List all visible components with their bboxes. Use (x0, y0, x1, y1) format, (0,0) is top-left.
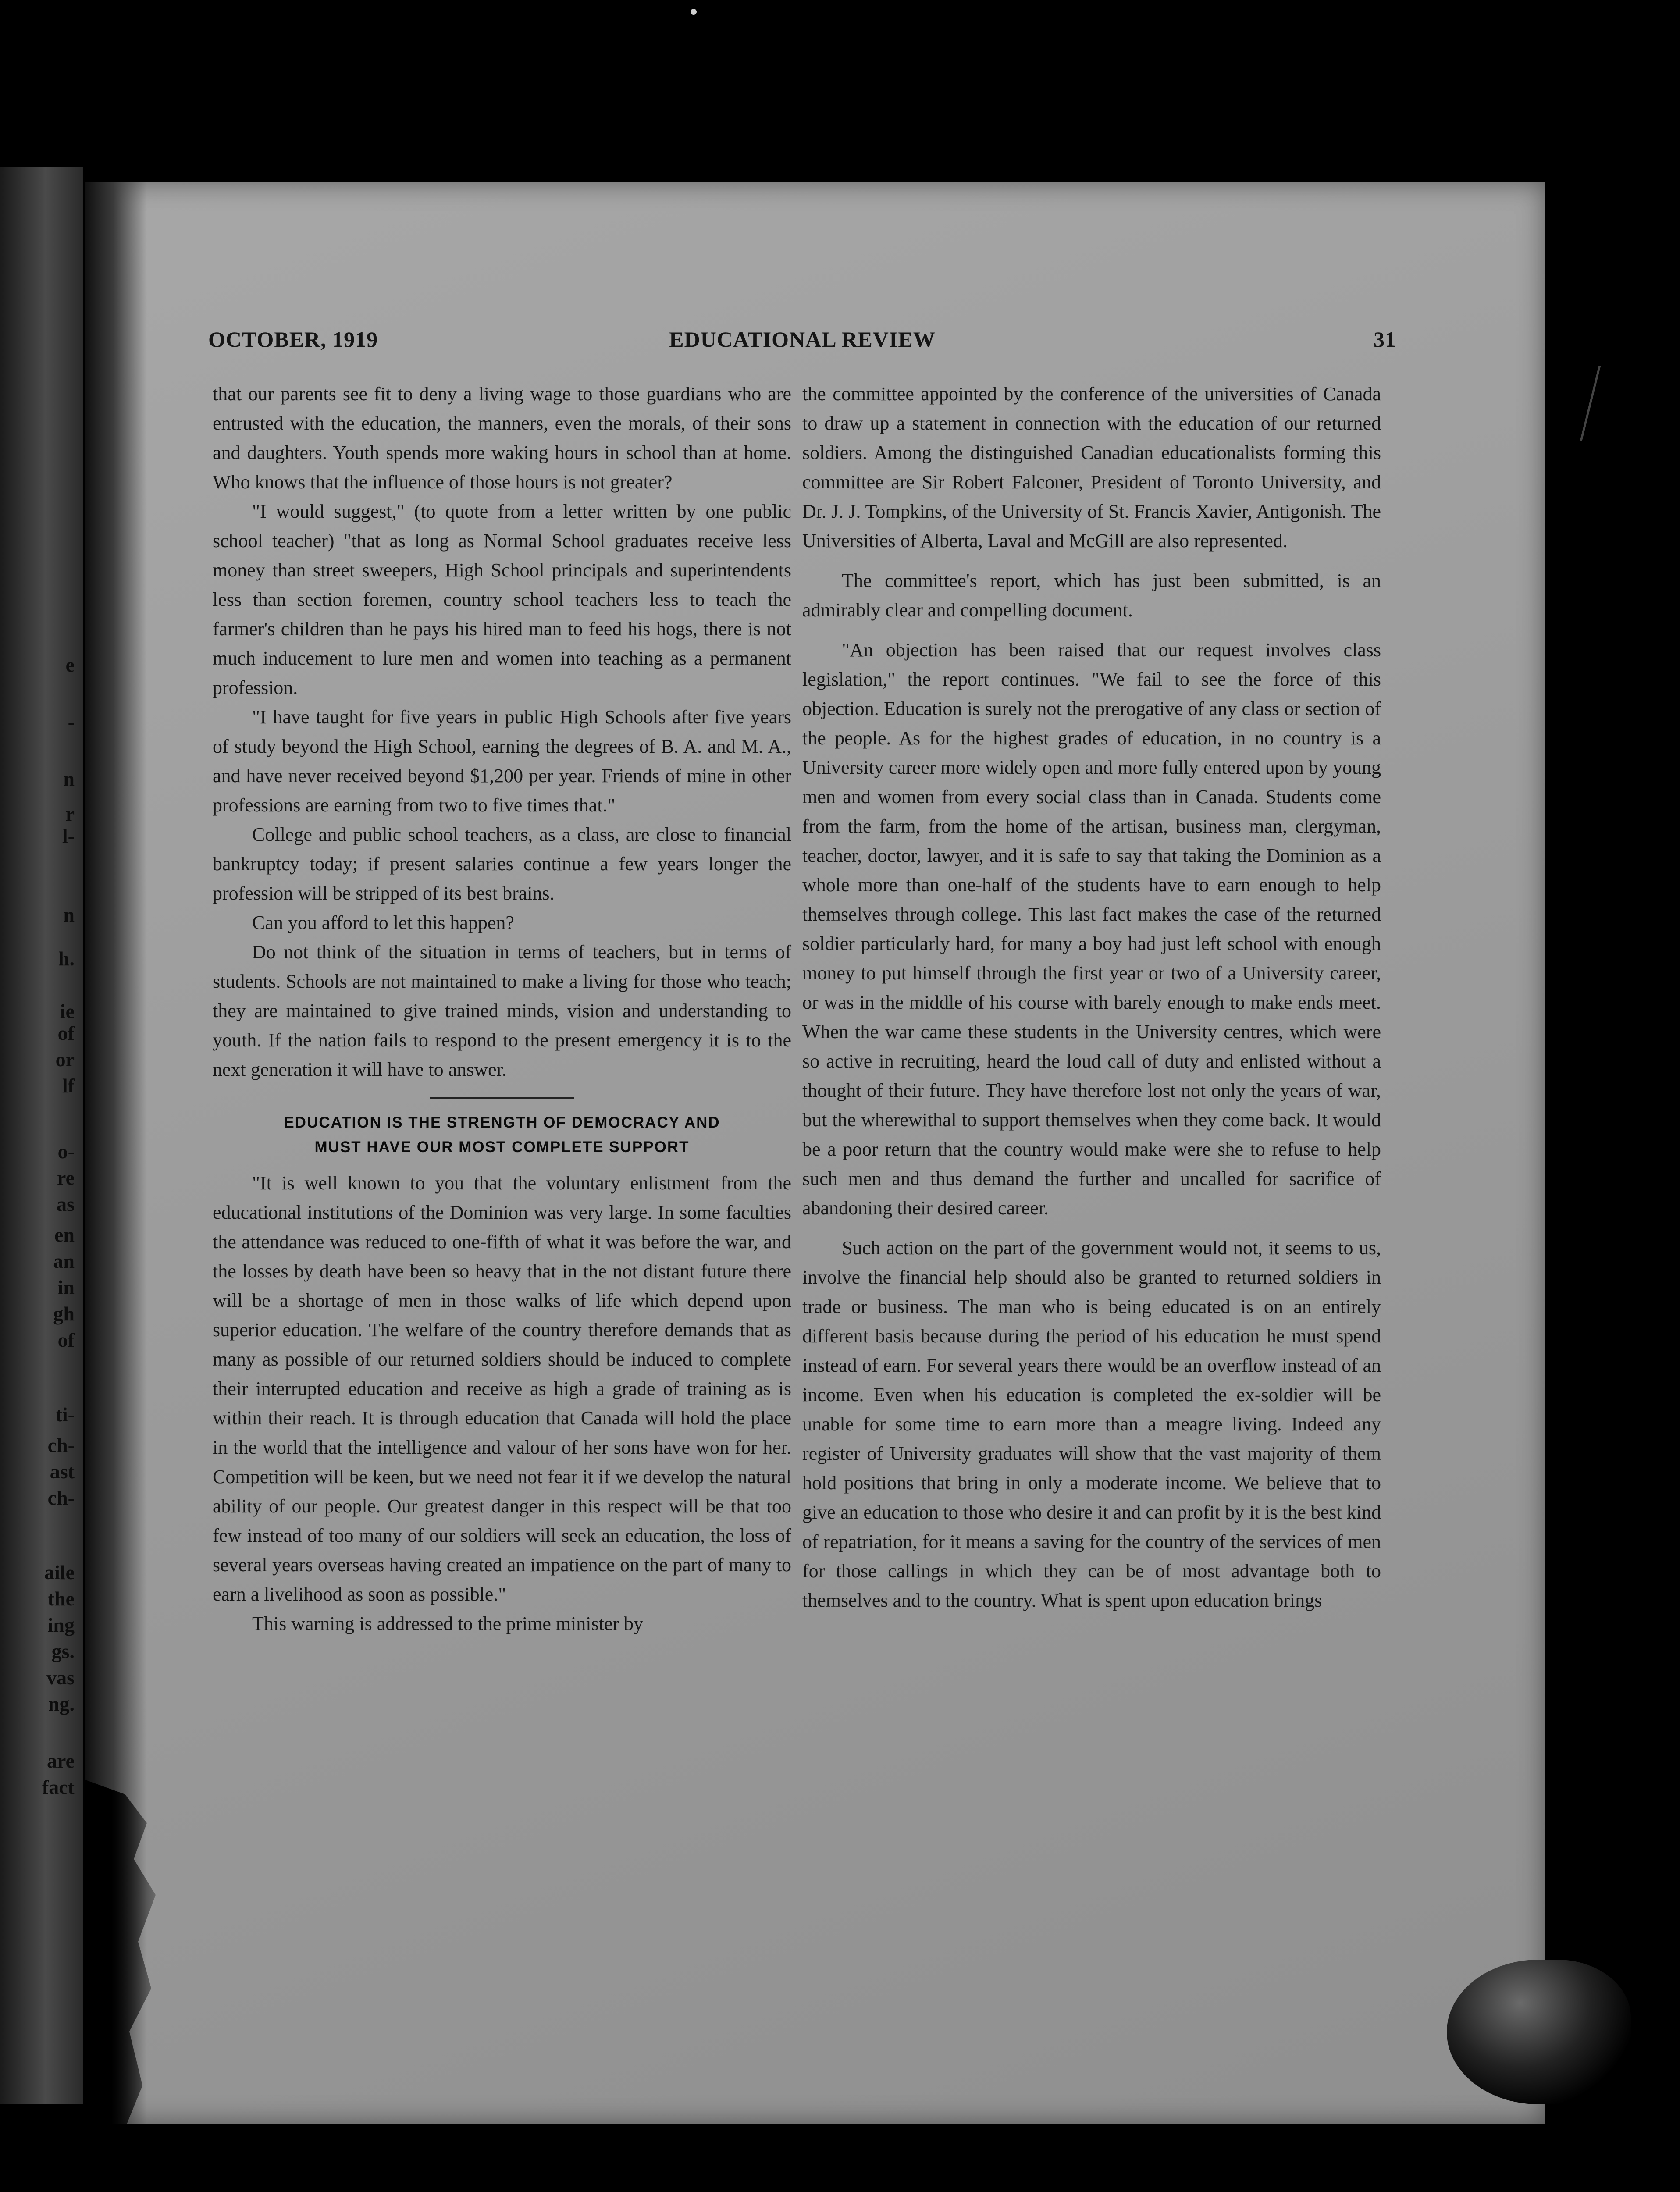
paragraph: This warning is addressed to the prime minister by (252, 1613, 644, 1634)
adjacent-page-fragment: ti- (55, 1403, 75, 1426)
adjacent-page-fragment: gh (53, 1302, 75, 1325)
adjacent-page-fragment: n (63, 904, 75, 926)
right-column (802, 379, 1381, 1615)
left-column (213, 379, 791, 1638)
adjacent-page-fragment: are (46, 1750, 75, 1772)
paragraph: the committee appointed by the conference of the universities of Canada to draw up a statement in connection with the education of our returned soldiers. Among the distinguished Canadian educationalists forming this committee are Sir Robert Falconer, President of Toronto University, and Dr. J. J. Tompkins, of the University of St. Francis Xavier, Antigonish. The Universities of Alberta, Laval and McGill are also represented. (802, 383, 1381, 552)
adjacent-page-fragment: lf (62, 1075, 75, 1097)
adjacent-page-fragment: as (57, 1193, 75, 1215)
adjacent-page-fragment: r (65, 803, 75, 825)
paragraph: "I have taught for five years in public High Schools after five years of study beyond the High School, earning the degrees of B. A. and M. A., and have never received beyond $1,200 per year. Friends of mine in other professions are earning from two to five times that." (213, 706, 791, 816)
paragraph: Do not think of the situation in terms of teachers, but in terms of students. Schools are not maintained to make a living for those who teach; they are maintained to give trained minds, vision and understanding to youth. If the nation fails to respond to the present emergency it is to the next generation it will have to answer. (213, 941, 791, 1080)
adjacent-page-fragment: e (65, 654, 75, 676)
page-clip (1447, 1960, 1631, 2104)
adjacent-page-fragment: ng. (48, 1693, 75, 1715)
adjacent-page-fragment: of (57, 1329, 75, 1351)
adjacent-page-fragment: l- (62, 825, 75, 847)
adjacent-page-edge (0, 167, 83, 2104)
adjacent-page-fragment: an (53, 1250, 75, 1272)
paragraph: Can you afford to let this happen? (252, 912, 514, 933)
paragraph: College and public school teachers, as a class, are close to financial bankruptcy today; if present salaries continue a few years longer the profession will be stripped of its best brains. (213, 824, 791, 904)
section-heading (213, 1110, 791, 1160)
page-fold-mark (1580, 366, 1627, 441)
adjacent-page-fragment: ie (60, 1000, 75, 1022)
adjacent-page-fragment: n (63, 768, 75, 790)
adjacent-page-fragment: - (68, 711, 75, 733)
section-heading-line1: EDUCATION IS THE STRENGTH OF DEMOCRACY AND (284, 1114, 720, 1131)
paragraph: The committee's report, which has just been submitted, is an admirably clear and compelling document. (802, 570, 1381, 621)
adjacent-page-fragment: h. (58, 947, 75, 970)
paragraph: "It is well known to you that the voluntary enlistment from the educational institutions of the Dominion was very large. In some faculties the attendance was reduced to one-fifth of what it was before the war, and the losses by death have been so heavy that in the not distant future there will be a shortage of men in those walks of life which depend upon superior education. The welfare of the country therefore demands that as many as possible of our returned soldiers should be induced to complete their interrupted education and receive as high a grade of training as is within their reach. It is through education that Canada will hold the place in the world that the intelligence and valour of her sons have won for her. Competition will be keen, but we need not fear it if we develop the natural ability of our people. Our greatest danger in this respect will be that too few instead of too many of our soldiers will seek an education, the loss of several years overseas having created an impatience on the part of many to earn a livelihood as soon as possible." (213, 1172, 791, 1605)
adjacent-page-fragment: aile (44, 1561, 75, 1584)
page-number: 31 (1374, 327, 1396, 352)
adjacent-page-fragment: fact (42, 1776, 75, 1798)
adjacent-page-fragment: of (57, 1022, 75, 1044)
adjacent-page-fragment: ch- (47, 1434, 75, 1456)
adjacent-page-fragment: ing (47, 1614, 75, 1636)
adjacent-page-fragment: gs. (51, 1640, 75, 1662)
dust-speck (691, 9, 697, 15)
issue-date: OCTOBER, 1919 (208, 327, 378, 352)
paragraph: "I would suggest," (to quote from a letter written by one public school teacher) "that as long as Normal School graduates receive less money than street sweepers, High School principals and superintendents less than section foremen, country school teachers less to teach the farmer's children than he pays his hired man to feed his hogs, there is not much inducement to lure men and women into teaching as a permanent profession. (213, 501, 791, 698)
paragraph: Such action on the part of the government would not, it seems to us, involve the financial help should also be granted to returned soldiers in trade or business. The man who is being educated is on an entirely different basis because during the period of his education he must spend instead of earn. For several years there would be an overflow instead of an income. Even when his education is completed the ex-soldier will be unable for some time to earn more than a meagre living. Indeed any register of University graduates will show that the vast majority of them hold positions that bring in only a moderate income. We believe that to give an education to those who desire it and can profit by it is the best kind of repatriation, for it means a saving for the country of the services of men for those callings in which they can be of most advantage both to themselves and to the country. What is spent upon education brings (802, 1237, 1381, 1611)
adjacent-page-fragment: ch- (47, 1487, 75, 1509)
adjacent-page-fragment: ast (50, 1460, 75, 1483)
document-page (85, 182, 1545, 2124)
paragraph: that our parents see fit to deny a living wage to those guardians who are entrusted with the education, the manners, even the morals, of their sons and daughters. Youth spends more waking hours in school than at home. Who knows that the influence of those hours is not greater? (213, 383, 791, 493)
paragraph: "An objection has been raised that our request involves class legislation," the report continues. "We fail to see the force of this objection. Education is surely not the prerogative of any class or section of the people. As for the highest grades of education, in no country is a University career more widely open and more fully entered upon by young men and women from every social class than in Canada. Students come from the farm, from the home of the artisan, business man, clergyman, teacher, doctor, lawyer, and it is safe to say that taking the Dominion as a whole more than one-half of the students have to earn enough to help themselves through college. This last fact makes the case of the returned soldier particularly hard, for many a boy had just left school with enough money to put himself through the first year or two of a University career, or was in the middle of his course with barely enough to make ends meet. When the war came these students in the University centres, which were so active in recruiting, heard the loud call of duty and enlisted without a thought of their future. They have therefore lost not only the years of war, but the wherewithal to support themselves when they come back. It would be a poor return that the country would make were she to refuse to help such men and thus demand the further and uncalled for sacrifice of abandoning their desired career. (802, 639, 1381, 1219)
page-header (208, 327, 1396, 366)
adjacent-page-fragment: o- (57, 1140, 75, 1163)
adjacent-page-fragment: in (57, 1276, 75, 1299)
adjacent-page-fragment: re (57, 1167, 75, 1189)
adjacent-page-fragment: the (47, 1587, 75, 1610)
adjacent-page-text-fragments (0, 167, 83, 2104)
section-heading-line2: MUST HAVE OUR MOST COMPLETE SUPPORT (314, 1139, 690, 1156)
adjacent-page-fragment: en (54, 1224, 75, 1246)
adjacent-page-fragment: or (55, 1048, 75, 1071)
section-divider (430, 1097, 574, 1099)
journal-title: EDUCATIONAL REVIEW (669, 327, 936, 352)
adjacent-page-fragment: vas (46, 1666, 75, 1689)
